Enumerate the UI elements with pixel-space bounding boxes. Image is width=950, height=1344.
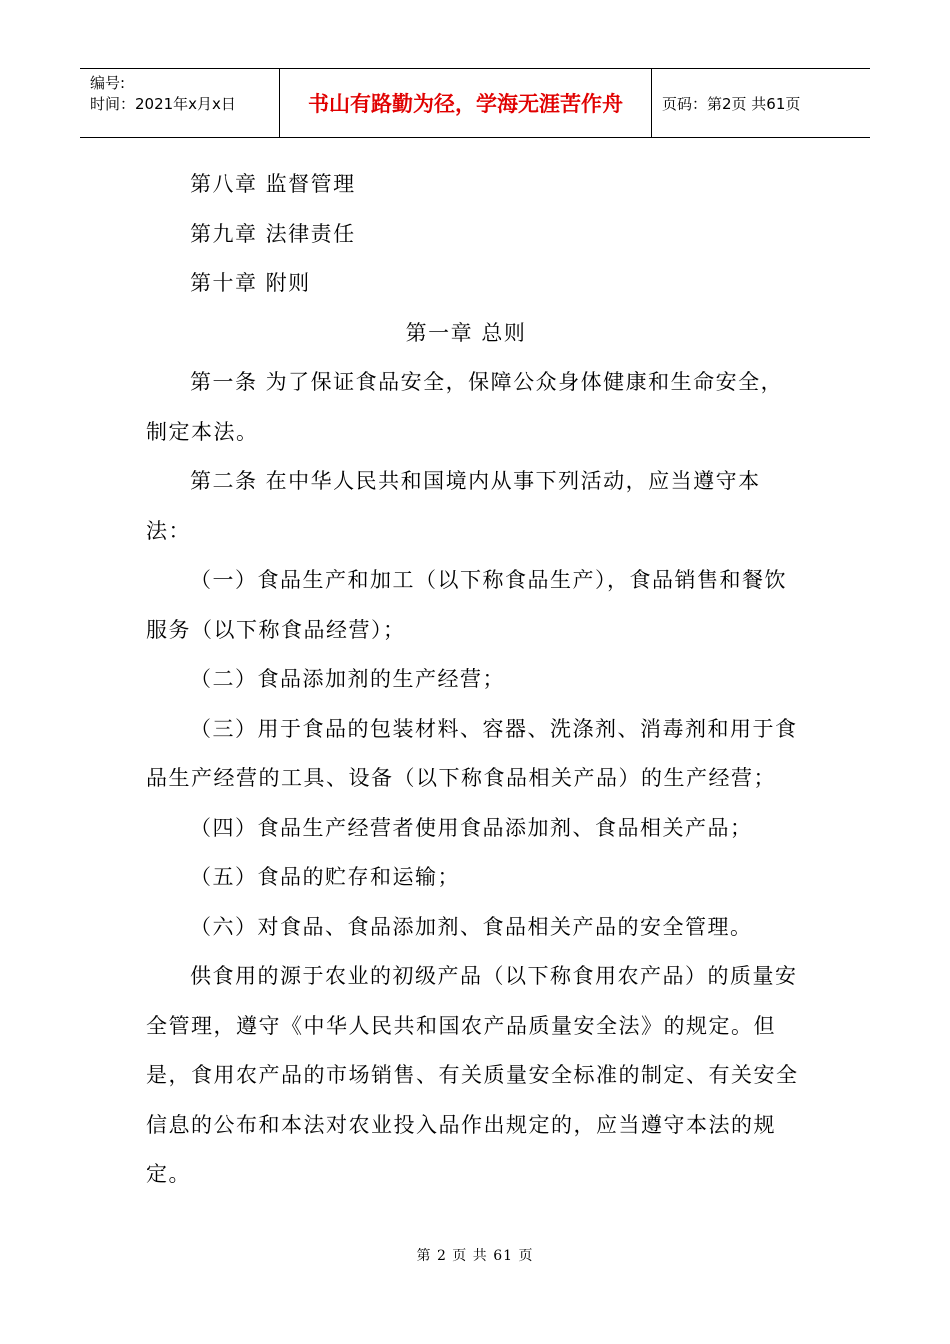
item-1-line-1: （一）食品生产和加工（以下称食品生产），食品销售和餐饮: [190, 568, 787, 592]
article-1-line-1: 第一条 为了保证食品安全，保障公众身体健康和生命安全，: [190, 370, 784, 394]
item-6: （六）对食品、食品添加剂、食品相关产品的安全管理。: [190, 914, 753, 939]
article-1-line-2: 制定本法。: [146, 419, 259, 444]
item-3-line-2: 品生产经营的工具、设备（以下称食品相关产品）的生产经营；: [146, 766, 776, 790]
header-page-info: 页码：第2页 共61页: [662, 94, 801, 113]
paragraph-line-3: 是，食用农产品的市场销售、有关质量安全标准的制定、有关安全: [146, 1063, 799, 1087]
item-2: （二）食品添加剂的生产经营；: [190, 667, 505, 691]
paragraph-line-1: 供食用的源于农业的初级产品（以下称食用农产品）的质量安: [190, 964, 798, 988]
document-body: [146, 160, 806, 1200]
item-5: （五）食品的贮存和运输；: [190, 865, 460, 889]
paragraph-line-2: 全管理，遵守《中华人民共和国农产品质量安全法》的规定。但: [146, 1013, 776, 1038]
item-3-line-1: （三）用于食品的包装材料、容器、洗涤剂、消毒剂和用于食: [190, 716, 798, 741]
paragraph-line-5: 定。: [146, 1162, 191, 1186]
article-2-line-2: 法：: [146, 518, 191, 543]
article-2-line-1: 第二条 在中华人民共和国境内从事下列活动，应当遵守本: [190, 469, 761, 493]
toc-chapter-10: 第十章 附则: [190, 271, 311, 295]
page-footer: 第 2 页 共 61 页: [416, 1248, 534, 1264]
page-header: [80, 68, 870, 138]
chapter-heading: 第一章 总则: [405, 320, 527, 345]
header-motto: 书山有路勤为径，学海无涯苦作舟: [280, 69, 652, 137]
document-number-label: 编号:: [90, 74, 126, 92]
document-time-label: 时间：2021年x月x日: [90, 95, 236, 113]
item-1-line-2: 服务（以下称食品经营）；: [146, 617, 406, 642]
header-meta: [80, 69, 280, 137]
toc-chapter-9: 第九章 法律责任: [190, 221, 356, 246]
toc-chapter-8: 第八章 监督管理: [190, 172, 356, 196]
item-4: （四）食品生产经营者使用食品添加剂、食品相关产品；: [190, 815, 753, 840]
paragraph-line-4: 信息的公布和本法对农业投入品作出规定的，应当遵守本法的规: [146, 1112, 776, 1137]
